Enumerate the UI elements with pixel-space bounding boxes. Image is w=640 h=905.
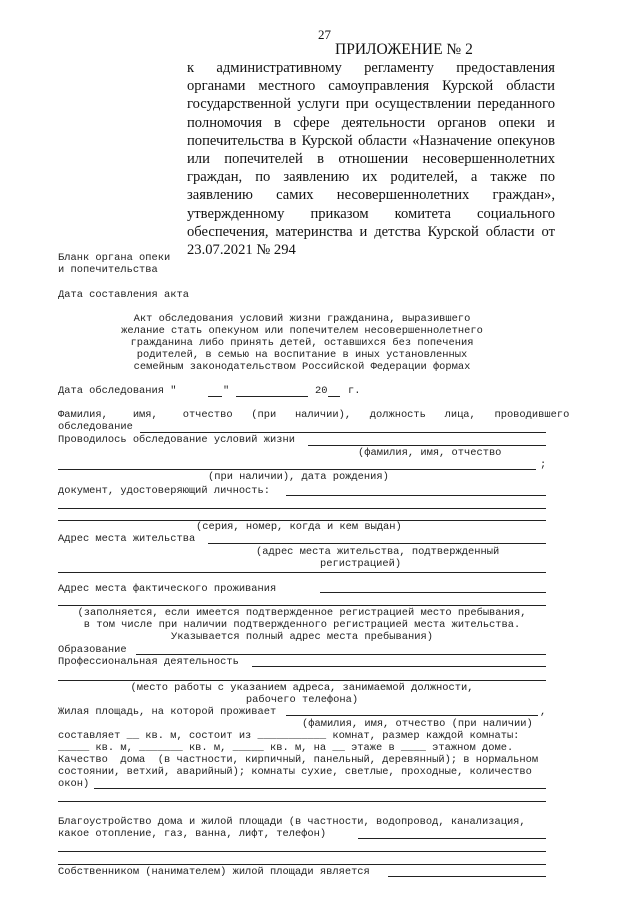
education-label: Образование xyxy=(58,644,127,656)
survey-year-field[interactable] xyxy=(328,396,340,397)
amenities-field-3[interactable] xyxy=(58,864,546,865)
act-title-3: гражданина либо принять детей, оставшихся без попечения xyxy=(130,337,474,349)
inspector-field[interactable] xyxy=(140,432,546,433)
act-title-4: родителей, в семью на воспитание в иных установленных xyxy=(136,349,468,361)
amenities-line-2: какое отопление, газ, ванна, лифт, телефон) xyxy=(58,828,327,840)
hint-fio: (фамилия, имя, отчество xyxy=(358,447,502,459)
date-of-act-label: Дата составления акта xyxy=(58,289,189,301)
hint-stay-3: Указывается полный адрес места пребывания) xyxy=(171,631,433,643)
area-line-2: _____ кв. м, _______ кв. м, _____ кв. м, на __ этаже в ____ этажном доме. xyxy=(58,742,514,754)
actual-address-field-2[interactable] xyxy=(58,605,546,606)
residence-field-2[interactable] xyxy=(58,572,546,573)
amenities-field-2[interactable] xyxy=(58,851,546,852)
id-document-field[interactable] xyxy=(286,495,546,496)
hint-residence-2: регистрацией) xyxy=(320,558,402,570)
survey-date-label: Дата обследования " xyxy=(58,385,177,397)
quality-field-2[interactable] xyxy=(58,801,546,802)
letterhead-line-2: и попечительства xyxy=(58,264,158,276)
quality-line-3: окон) xyxy=(58,778,90,790)
survey-month-field[interactable] xyxy=(236,396,308,397)
hint-passport: (серия, номер, когда и кем выдан) xyxy=(196,521,402,533)
act-title-2: желание стать опекуном или попечителем несовершеннолетнего xyxy=(121,325,483,337)
hint-fio-full: (фамилия, имя, отчество (при наличии) xyxy=(302,718,533,730)
actual-address-field[interactable] xyxy=(320,592,546,593)
act-title-1: Акт обследования условий жизни гражданина, выразившего xyxy=(133,313,471,325)
id-document-label: документ, удостоверяющий личность: xyxy=(58,485,271,497)
professional-field[interactable] xyxy=(252,666,546,667)
survey-day-field[interactable] xyxy=(208,396,222,397)
act-form xyxy=(58,0,570,905)
letterhead-line-1: Бланк органа опеки xyxy=(58,252,171,264)
conducted-label: Проводилось обследование условий жизни xyxy=(58,434,295,446)
comma: , xyxy=(540,706,547,718)
semicolon: ; xyxy=(540,459,547,471)
fio-field[interactable] xyxy=(58,469,536,470)
residence-label: Адрес места жительства xyxy=(58,533,196,545)
quality-field[interactable] xyxy=(94,788,546,789)
inspector-label-1: Фамилия, имя, отчество (при наличии), должность лица, проводившего xyxy=(58,409,570,421)
survey-year-suffix: г. xyxy=(348,385,361,397)
amenities-line-1: Благоустройство дома и жилой площади (в частности, водопровод, канализация, xyxy=(58,816,526,828)
hint-stay-2: в том числе при наличии подтвержденного регистрацией места жительства. xyxy=(83,619,521,631)
id-document-field-2[interactable] xyxy=(58,508,546,509)
professional-field-2[interactable] xyxy=(58,680,546,681)
hint-residence-1: (адрес места жительства, подтвержденный xyxy=(256,546,500,558)
appendix-text: к административному регламенту предоставления органами местного самоуправления Курской области государственной услуги при осуществлении переданного полномочия в сфере деятельности органов опеки и попечительства в Курской области «Назначение опекунов или попечителей в отношении несовершеннолетних граждан, по заявлению их родителей, а также по заявлению самих несовершеннолетних граждан», утвержденному приказом комитета социального обеспечения, материнства и детства Курской области от 23.07.2021 № 294 xyxy=(187,60,555,259)
professional-label: Профессиональная деятельность xyxy=(58,656,239,668)
conducted-field[interactable] xyxy=(308,445,546,446)
hint-stay-1: (заполняется, если имеется подтвержденное регистрацией место пребывания, xyxy=(77,607,527,619)
education-field[interactable] xyxy=(136,654,546,655)
appendix-title: ПРИЛОЖЕНИЕ № 2 xyxy=(335,41,473,58)
actual-address-label: Адрес места фактического проживания xyxy=(58,583,277,595)
act-title-5: семейным законодательством Российской Федерации формах xyxy=(133,361,471,373)
amenities-field[interactable] xyxy=(358,838,546,839)
residence-field[interactable] xyxy=(208,543,546,544)
hint-work-2: рабочего телефона) xyxy=(245,694,359,706)
living-space-field[interactable] xyxy=(286,715,538,716)
page-number: 27 xyxy=(318,27,331,42)
living-space-label: Жилая площадь, на которой проживает xyxy=(58,706,277,718)
survey-year-prefix: 20 xyxy=(315,385,328,397)
inspector-label-2: обследование xyxy=(58,421,133,433)
quality-line-1: Качество дома (в частности, кирпичный, панельный, деревянный); в нормальном xyxy=(58,754,539,766)
hint-work-1: (место работы с указанием адреса, занимаемой должности, xyxy=(130,682,474,694)
area-line-1: составляет __ кв. м, состоит из ___________ комнат, размер каждой комнаты: xyxy=(58,730,520,742)
survey-date-quote: " xyxy=(223,385,230,397)
owner-label: Собственником (нанимателем) жилой площади является xyxy=(58,866,370,878)
quality-line-2: состоянии, ветхий, аварийный); комнаты сухие, светлые, проходные, количество xyxy=(58,766,532,778)
owner-field[interactable] xyxy=(388,876,546,877)
hint-dob: (при наличии), дата рождения) xyxy=(208,471,389,483)
